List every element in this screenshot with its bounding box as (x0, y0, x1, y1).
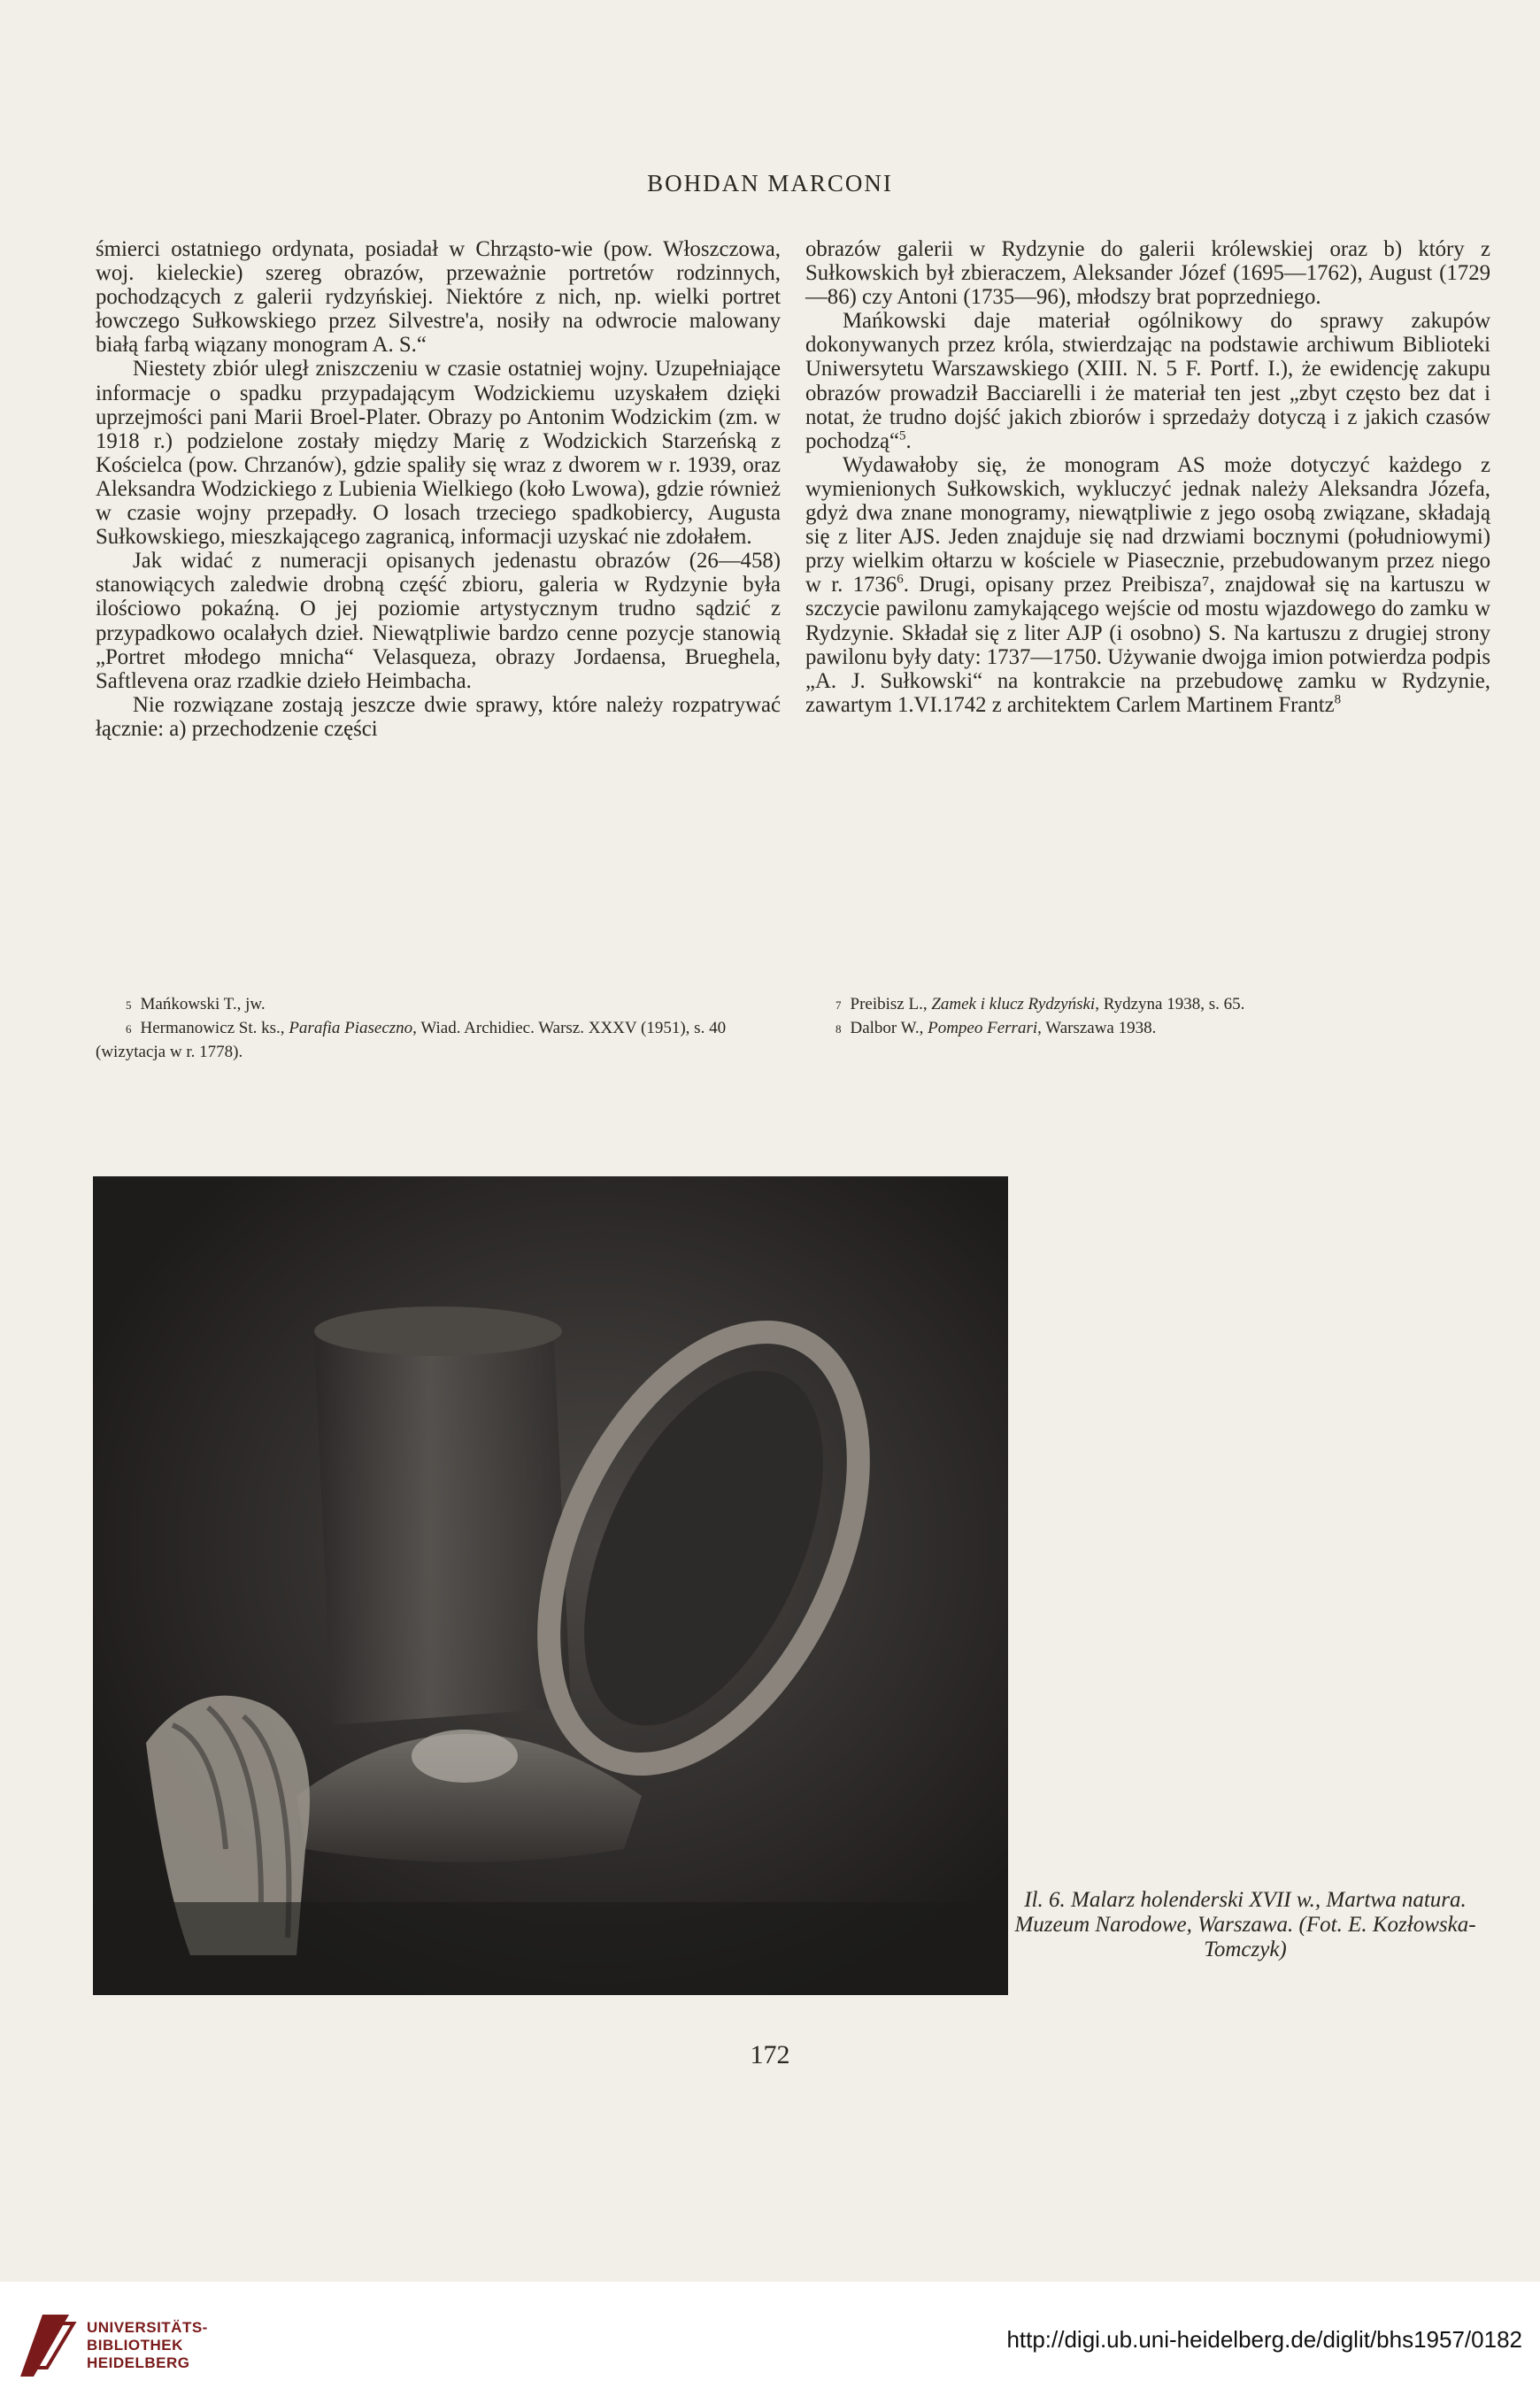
footnote-title: Parafia Piaseczno (289, 1019, 413, 1037)
jug-shape (314, 1322, 571, 1725)
footnote-text: Dalbor W., (850, 1019, 928, 1037)
library-name-line: UNIVERSITÄTS- (87, 2319, 208, 2336)
paragraph-text: Wydawałoby się, że monogram AS może dotyczyć każdego z wymienionych Sułkowskich, wykluczyć jednak należy Aleksandra Józefa, gdyż dwa znane monogramy, niewątpliwie z jego osobą związane, składają się z liter AJS. Jeden znajduje się nad drzwiami bocznymi (południowymi) przy wielkim ołtarzu w kościele w Piasecznie, przebudowanym przez niego w r. 1736 (805, 452, 1490, 597)
bowl-highlight (412, 1730, 518, 1783)
paragraph-tail: . Drugi, opisany przez Preibisza⁷, znajdował się na kartuszu w szczycie pawilonu zamykającego wejście od mostu wjazdowego do zamku w Rydzynie. Składał się z liter AJP (i osobno) S. Na kartuszu z drugiej strony pawilonu były daty: 1737—1750. Używanie dwojga imion potwierdza podpis „A. J. Sułkowski“ na kontrakcie na przebudowę zamku w Rydzynie, zawartym 1.VI.1742 z architektem Carlem Martinem Frantz (805, 573, 1490, 717)
library-name-line: BIBLIOTHEK (87, 2337, 183, 2354)
paragraph: Jak widać z numeracji opisanych jedenastu obrazów (26—458) stanowiących zaledwie drobną część zbioru, galeria w Rydzynie była ilościowo pokaźną. O jej poziomie artystycznym trudno sądzić z przypadkowo ocalałych dzieł. Niewątpliwie bardzo cenne pozycje stanowią „Portret młodego mnicha“ Velasqueza, obrazy Jordaensa, Brueghela, Saftlevena oraz rzadkie dzieło Heimbacha. (96, 549, 781, 693)
footnote-ref: 6 (897, 573, 904, 588)
footnote-ref: 5 (899, 428, 906, 443)
footnote-number: 7 (835, 998, 842, 1012)
left-column (96, 237, 781, 741)
footnote (96, 1017, 781, 1064)
page-number: 172 (750, 2040, 790, 2069)
footnote-text: Mańkowski T., jw. (140, 995, 266, 1013)
footnote-text: Hermanowicz St. ks., (140, 1019, 289, 1037)
footnote-text: Preibisz L., (850, 995, 932, 1013)
footnote-number: 5 (126, 998, 132, 1012)
paragraph-tail: . (905, 428, 912, 453)
caption-label: Il. 6. (1024, 1888, 1066, 1912)
footnote (805, 993, 1490, 1017)
still-life-plate (93, 1176, 1008, 1995)
table-edge (93, 1902, 1008, 1995)
right-column (805, 237, 1490, 717)
footnote-title: Pompeo Ferrari (928, 1019, 1038, 1037)
footnote-number: 8 (835, 1022, 842, 1036)
source-url-link[interactable]: http://digi.ub.uni-heidelberg.de/diglit/bhs1957/0182 (1006, 2326, 1522, 2353)
paragraph: śmierci ostatniego ordynata, posiadał w Chrząsto-wie (pow. Włoszczowa, woj. kieleckie) szereg obrazów, przeważnie portretów rodzinnych, pochodzących z galerii rydzyńskiej. Niektóre z nich, np. wielki portret łowczego Sułkowskiego przez Silvestre'a, nosiły na odwrocie malowany białą farbą wiązany monogram A. S.“ (96, 237, 781, 358)
footnote-rest: , Wiad. Archidiec. Warsz. XXXV (1951), s. 40 (wizytacja w r. 1778). (96, 1019, 727, 1061)
paragraph: Niestety zbiór uległ zniszczeniu w czasie ostatniej wojny. Uzupełniające informacje o spadku przypadającym Wodzickiemu uzyskałem dzięki uprzejmości pani Marii Broel-Plater. Obrazy po Antonim Wodzickim (zm. w 1918 r.) podzielone zostały między Marię z Wodzickich Starzeńską z Kościelca (pow. Chrzanów), gdzie spaliły się wraz z dworem w r. 1939, oraz Aleksandra Wodzickiego z Lubienia Wielkiego (koło Lwowa), gdzie również w czasie wojny przepadły. O losach trzeciego spadkobiercy, Augusta Sułkowskiego, mieszkającego zagranicą, informacji uzyskać nie zdołałem. (96, 357, 781, 550)
library-name-line: HEIDELBERG (87, 2354, 190, 2371)
footnote-rest: , Warszawa 1938. (1037, 1019, 1157, 1037)
library-logo-icon[interactable] (16, 2310, 78, 2381)
paragraph: obrazów galerii w Rydzynie do galerii królewskiej oraz b) który z Sułkowskich był zbieraczem, Aleksander Józef (1695—1762), August (1729—86) czy Antoni (1735—96), młodszy brat poprzedniego. (805, 237, 1490, 310)
paragraph: Nie rozwiązane zostają jeszcze dwie sprawy, które należy rozpatrywać łącznie: a) przechodzenie części (96, 692, 781, 741)
footnote (96, 993, 781, 1017)
footnote-rest: , Rydzyna 1938, s. 65. (1095, 995, 1245, 1013)
paragraph (805, 453, 1490, 717)
jug-rim (314, 1306, 562, 1356)
footnote-ref: 8 (1334, 692, 1342, 707)
caption-text: Malarz holenderski XVII w., Martwa natura. Muzeum Narodowe, Warszawa. (Fot. E. Kozłowska-Tomczyk) (1014, 1888, 1476, 1961)
figure-caption (1011, 1888, 1480, 1962)
footnote-title: Zamek i klucz Rydzyński (931, 995, 1096, 1013)
still-life-illustration (93, 1176, 1008, 1995)
footnote-number: 6 (126, 1022, 132, 1036)
footnotes-right (805, 993, 1490, 1041)
footnote (805, 1017, 1490, 1041)
paragraph (805, 309, 1490, 453)
paragraph-text: Mańkowski daje materiał ogólnikowy do sprawy zakupów dokonywanych przez króla, stwierdzając na podstawie archiwum Biblioteki Uniwersytetu Warszawskiego (XIII. N. 5 F. Portf. I.), że ewidencję zakupu obrazów prowadził Bacciarelli i że materiał ten jest „zbyt często bez dat i notat, że trudno dojść jakich zbiorów i sprzedaży dotyczą i z jakich czasów pochodzą“ (805, 309, 1490, 453)
footnotes-left (96, 993, 781, 1064)
library-name[interactable] (87, 2319, 208, 2372)
running-head: BOHDAN MARCONI (647, 170, 893, 196)
